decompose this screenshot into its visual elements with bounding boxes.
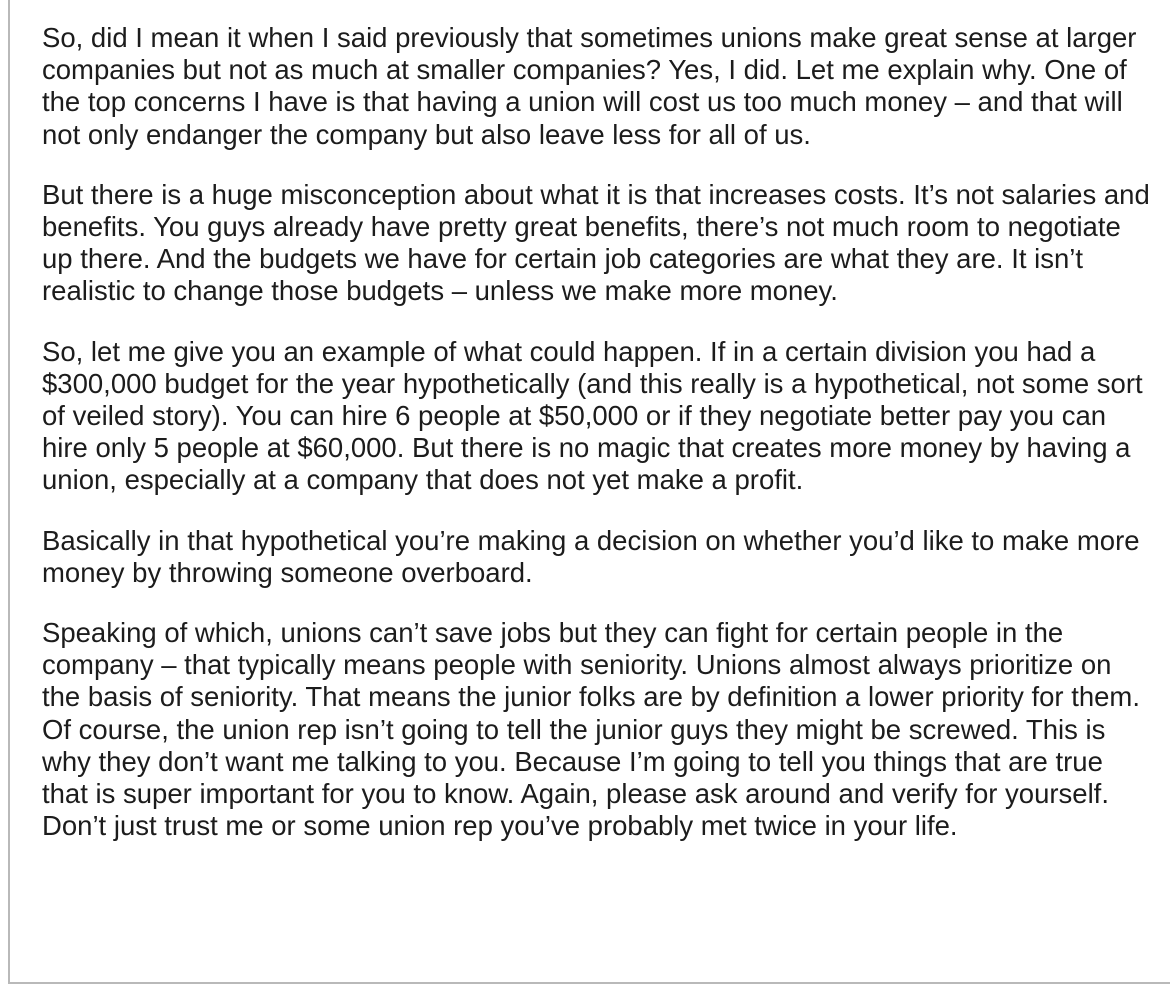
paragraph-4: Basically in that hypothetical you’re making a decision on whether you’d like to make more money by throwing someone overboard. (42, 524, 1140, 588)
document-body (42, 22, 1152, 842)
paragraph-3: So, let me give you an example of what could happen. If in a certain division you had a $300,000 budget for the year hypothetically (and this really is a hypothetical, not some sort of veiled story). You can hire 6 people at $50,000 or if they negotiate better pay you can hire only 5 people at $60,000. But there is no magic that creates more money by having a union, especially at a company that does not yet make a profit. (42, 335, 1143, 496)
document-page (8, 0, 1170, 984)
paragraph-2: But there is a huge misconception about what it is that increases costs. It’s not salaries and benefits. You guys already have pretty great benefits, there’s not much room to negotiate up there. And the budgets we have for certain job categories are what they are. It isn’t realistic to change those budgets – unless we make more money. (42, 178, 1150, 307)
paragraph-5: Speaking of which, unions can’t save jobs but they can fight for certain people in the company – that typically means people with seniority. Unions almost always prioritize on the basis of seniority. That means the junior folks are by definition a lower priority for them. Of course, the union rep isn’t going to tell the junior guys they might be screwed. This is why they don’t want me talking to you. Because I’m going to tell you things that are true that is super important for you to know. Again, please ask around and verify for yourself. Don’t just trust me or some union rep you’ve probably met twice in your life. (42, 617, 1140, 842)
paragraph-1: So, did I mean it when I said previously that sometimes unions make great sense at larger companies but not as much at smaller companies? Yes, I did. Let me explain why. One of the top concerns I have is that having a union will cost us too much money – and that will not only endanger the company but also leave less for all of us. (42, 22, 1137, 150)
